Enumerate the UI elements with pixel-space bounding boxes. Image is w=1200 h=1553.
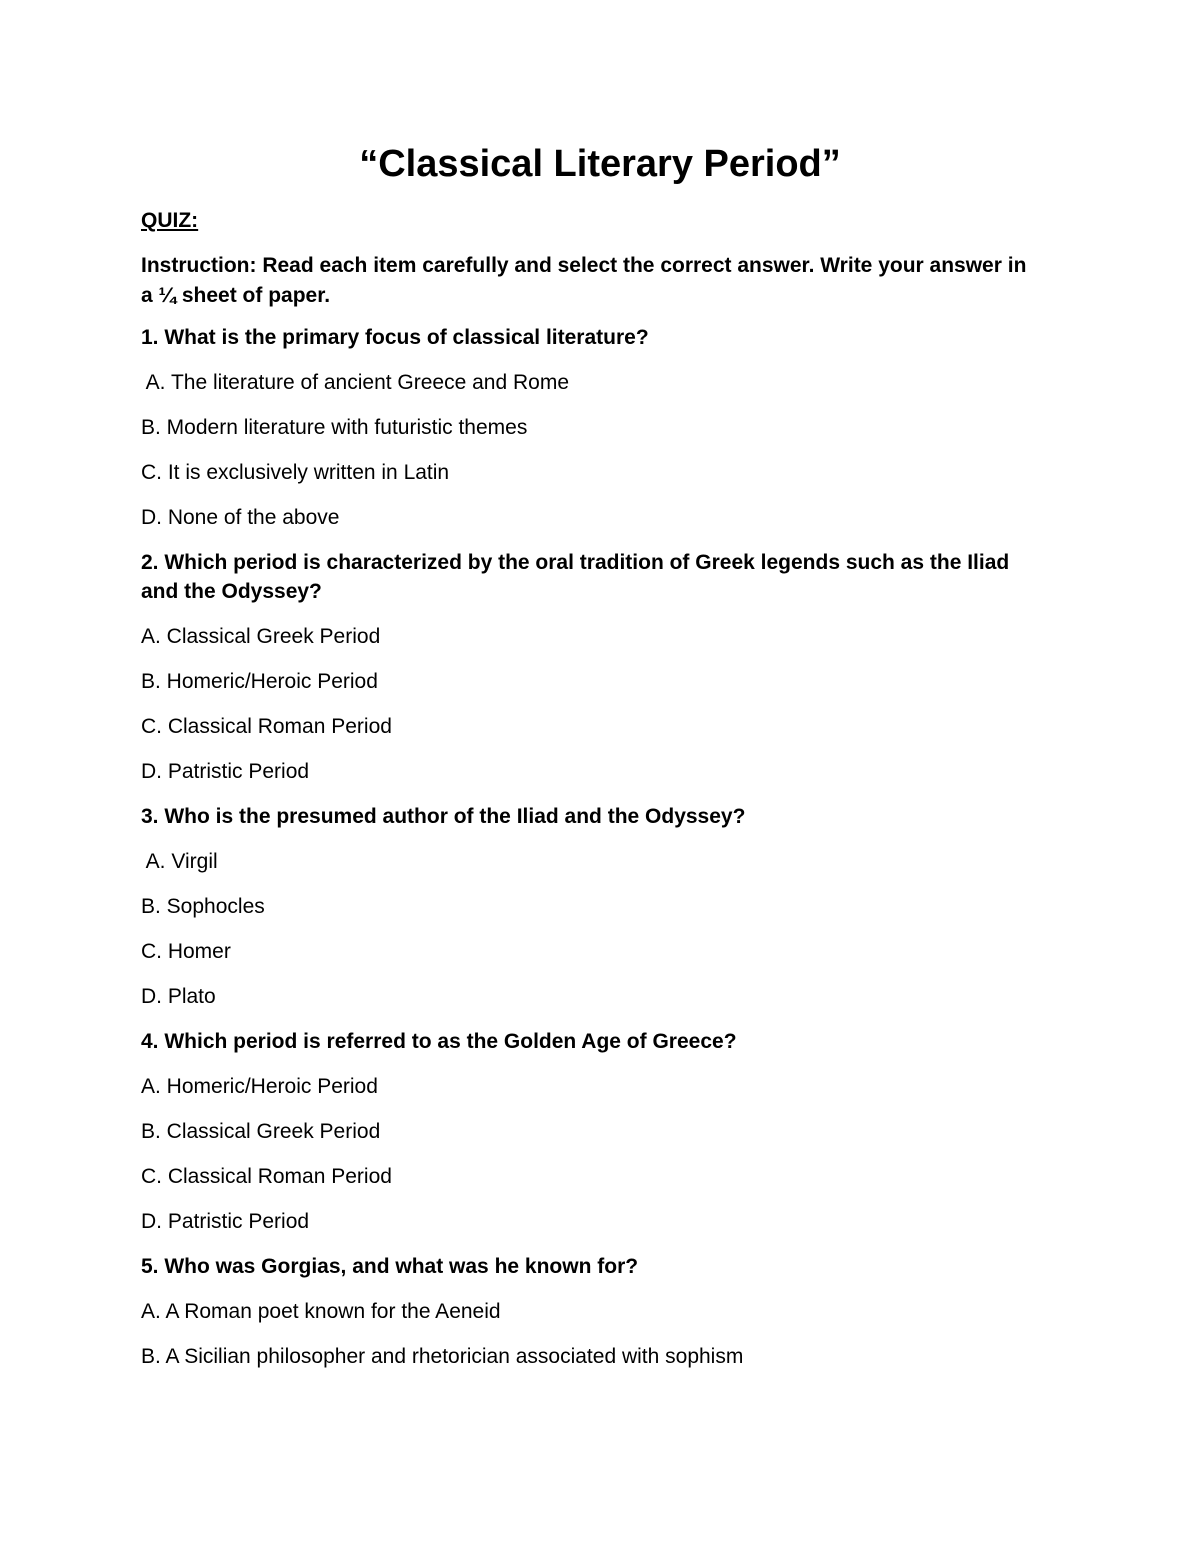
question-text: 3. Who is the presumed author of the Iliad and the Odyssey? — [141, 805, 746, 828]
quiz-label: QUIZ: — [141, 209, 199, 232]
answer-option: D. Plato — [141, 985, 216, 1008]
answer-option: D. Patristic Period — [141, 1210, 310, 1233]
answer-option: A. Classical Greek Period — [141, 625, 381, 648]
answer-option: D. None of the above — [141, 506, 340, 529]
answer-option: C. Homer — [141, 940, 231, 963]
answer-option: A. The literature of ancient Greece and Rome — [141, 371, 570, 394]
question-5 — [141, 1252, 1041, 1371]
question-text: 5. Who was Gorgias, and what was he known for? — [141, 1255, 639, 1278]
answer-option: C. Classical Roman Period — [141, 1165, 392, 1188]
answer-option: A. A Roman poet known for the Aeneid — [141, 1300, 501, 1323]
answer-option: B. Classical Greek Period — [141, 1120, 381, 1143]
answer-option: A. Virgil — [141, 850, 218, 873]
question-3 — [141, 802, 1041, 1011]
question-2 — [141, 548, 1041, 786]
answer-option: B. Homeric/Heroic Period — [141, 670, 378, 693]
question-text: 4. Which period is referred to as the Golden Age of Greece? — [141, 1030, 737, 1053]
instruction-text: Instruction: Read each item carefully and select the correct answer. Write your answer in a ¼ sheet of paper. — [141, 254, 1027, 307]
question-1 — [141, 323, 1041, 532]
answer-option: C. It is exclusively written in Latin — [141, 461, 450, 484]
answer-option: B. Modern literature with futuristic themes — [141, 416, 528, 439]
question-text: 2. Which period is characterized by the oral tradition of Greek legends such as the Iliad and the Odyssey? — [141, 551, 1010, 603]
question-list — [141, 323, 1041, 1387]
answer-option: D. Patristic Period — [141, 760, 310, 783]
answer-option: B. Sophocles — [141, 895, 265, 918]
answer-option: B. A Sicilian philosopher and rhetorician associated with sophism — [141, 1345, 744, 1368]
page-title: “Classical Literary Period” — [359, 143, 841, 185]
answer-option: A. Homeric/Heroic Period — [141, 1075, 378, 1098]
question-4 — [141, 1027, 1041, 1236]
question-text: 1. What is the primary focus of classical literature? — [141, 326, 649, 349]
answer-option: C. Classical Roman Period — [141, 715, 392, 738]
